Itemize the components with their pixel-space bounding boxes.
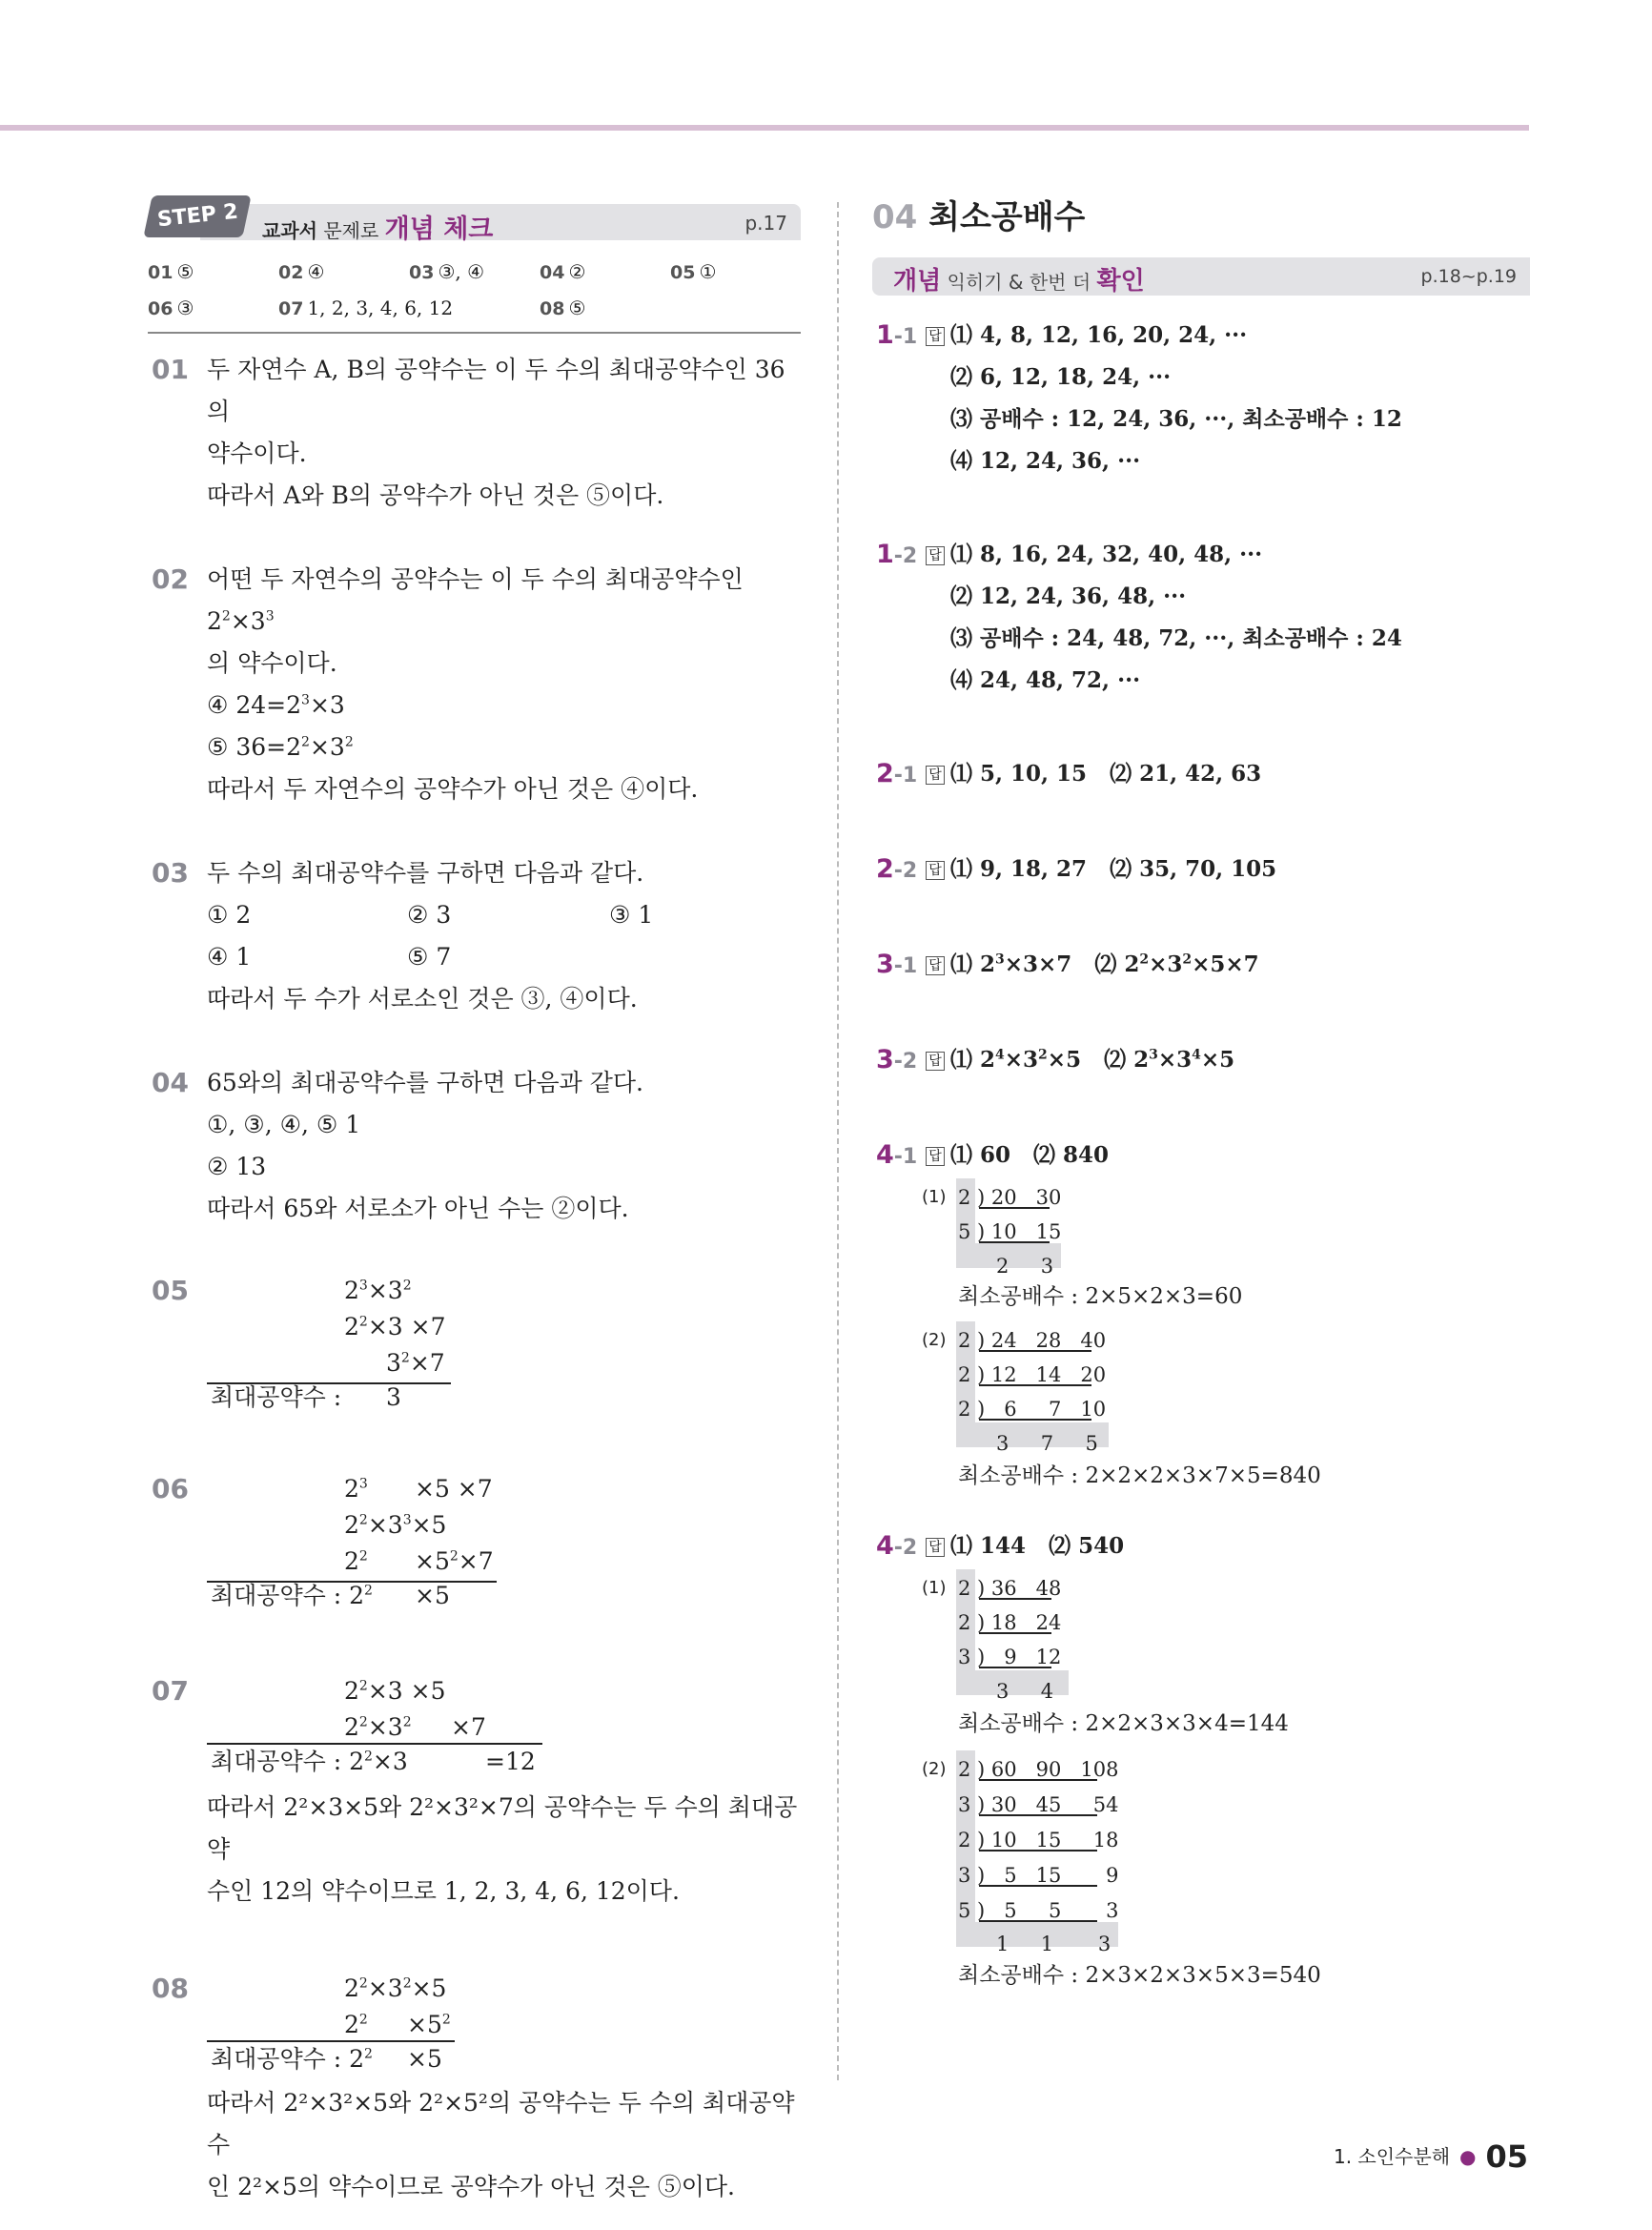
- gcd-table-07: $2^2\times 3 \times 5$ $2^2\times 3^2$ ×7 최대공약수 : $2^2\times 3$ =12: [207, 1670, 801, 1787]
- ladder-4-1-2: (2) 2 ) 24 28 40 2 ) 12 14 20 2 ) 6 7 10 3 7 5 최소공배수 : 2×2×2×3×7×5=840: [922, 1320, 1530, 1491]
- answer-03: 03 ③, ④: [409, 260, 485, 283]
- top-rule: [0, 125, 1529, 131]
- column-divider: [837, 202, 839, 2080]
- problem-02: 02 어떤 두 자연수의 공약수는 이 두 수의 최대공약수인 $2^2\times 3^3$ 의 약수이다. ④ $24=2^3\times 3$ ⑤ $36=2^2\times 3^2$ 따라서 두 자연수의 공약수가 아닌 것은 ④이다.: [152, 563, 744, 803]
- item-2-1: 2-1 답 ⑴ 5, 10, 15 ⑵ 21, 42, 63: [876, 759, 1262, 788]
- problem-08: 08 $2^2\times 3^2\times 5$ $2^2$ $\times 5^2$ 최대공약수 : $2^2$ ×5 따라서 2²×3²×5와 2²×5²의 공약수는 두 수의 최대공약수 인 2²×5의 약수이므로 공약수가 아닌 것은 ⑤이다.: [148, 1968, 801, 2208]
- problem-04: 04 65와의 최대공약수를 구하면 다음과 같다. ①, ③, ④, ⑤ 1 ② 13 따라서 65와 서로소가 아닌 수는 ②이다.: [152, 1067, 643, 1222]
- ladder-4-2-2: (2) 2 ) 60 90 108 3 ) 30 45 54 2 ) 10 15 18 3 ) 5 15 9 5 ) 5 5 3 1 1 3 최소공배수 : 2×3×2×3×5×3=540: [922, 1749, 1530, 1993]
- section-subheader: 개념 익히기 & 한번 더 확인 p.18~p.19: [872, 257, 1530, 296]
- answer-02: 02 ④: [278, 260, 325, 283]
- ladder-4-2-1: (1) 2 ) 36 48 2 ) 18 24 3 ) 9 12 3 4 최소공배수 : 2×2×3×3×4=144: [922, 1567, 1530, 1739]
- right-column: [872, 191, 1530, 1993]
- ladder-4-1-1: (1) 2 ) 20 30 5 ) 10 15 2 3 최소공배수 : 2×5×2×3=60: [922, 1176, 1530, 1310]
- problem-06: 06 $2^3$ ×5 ×7 $2^2\times 3^3\times 5$ $2^2$ $\times 5^2\times 7$ 최대공약수 : $2^2$ ×5: [148, 1468, 801, 1611]
- gcd-table-05: $2^3\times 3^2$ $2^2\times 3 \times 7$ $3^2\times 7$ 최대공약수 : 3: [207, 1270, 801, 1413]
- step2-header: [148, 191, 801, 244]
- item-4-2: 4-2 답 ⑴ 144 ⑵ 540 (1) 2 ) 36 48 2 ) 18 24 3 ) 9 12 3 4 최소공배수 : 2×2×3×3×4=144 (2) 2 ) 60 90 108 3 ) 30 45 54 2 ) 10 15 18 3 ) 5 15 9 5 ) 5 5 3 1 1 3 최소공배수 : 2×3×2×3×5×3=540: [872, 1525, 1530, 1993]
- answer-08: 08 ⑤: [540, 297, 586, 319]
- problem-01: 01 두 자연수 A, B의 공약수는 이 두 수의 최대공약수인 36의 약수이다. 따라서 A와 B의 공약수가 아닌 것은 ⑤이다.: [152, 354, 785, 509]
- step2-badge: STEP 2: [143, 195, 251, 237]
- item-4-1: 4-1 답 ⑴ 60 ⑵ 840 (1) 2 ) 20 30 5 ) 10 15 2 3 최소공배수 : 2×5×2×3=60 (2) 2 ) 24 28 40 2 ) 12 14 20 2 ) 6 7 10 3 7 5 최소공배수 : 2×2×2×3×7×5=840: [872, 1135, 1530, 1491]
- item-2-2: 2-2 답 ⑴ 9, 18, 27 ⑵ 35, 70, 105: [876, 854, 1277, 884]
- item-1-2: 1-2 답 ⑴ 8, 16, 24, 32, 40, 48, ··· ⑵ 12, 24, 36, 48, ··· ⑶ 공배수 : 24, 48, 72, ···, 최소공배수 : 24 ⑷ 24, 48, 72, ···: [876, 540, 1402, 693]
- answer-summary: [148, 254, 801, 334]
- answer-06: 06 ③: [148, 297, 194, 319]
- step2-page-ref: p.17: [744, 212, 787, 235]
- left-column: [148, 191, 801, 2208]
- problem-05: 05 $2^3\times 3^2$ $2^2\times 3 \times 7$ $3^2\times 7$ 최대공약수 : 3: [148, 1270, 801, 1413]
- item-1-1: 1-1 답 ⑴ 4, 8, 12, 16, 20, 24, ··· ⑵ 6, 12, 18, 24, ··· ⑶ 공배수 : 12, 24, 36, ···, 최소공배수 : 12 ⑷ 12, 24, 36, ···: [876, 320, 1402, 474]
- answer-07: 07 1, 2, 3, 4, 6, 12: [278, 297, 454, 319]
- gcd-table-08: $2^2\times 3^2\times 5$ $2^2$ $\times 5^2$ 최대공약수 : $2^2$ ×5: [207, 1968, 801, 2082]
- gcd-table-06: $2^3$ ×5 ×7 $2^2\times 3^3\times 5$ $2^2$ $\times 5^2\times 7$ 최대공약수 : $2^2$ ×5: [207, 1468, 801, 1611]
- item-3-2: 3-2 답 ⑴ $2^4\times 3^2\times 5$ ⑵ $2^3\times 3^4\times 5$: [876, 1045, 1235, 1074]
- item-3-1: 3-1 답 ⑴ $2^3\times 3\times 7$ ⑵ $2^2\times 3^2\times 5\times 7$: [876, 950, 1259, 979]
- answer-05: 05 ①: [670, 260, 717, 283]
- page-footer: 1. 소인수분해 ● 05: [1333, 2138, 1528, 2175]
- section-title: 04 최소공배수: [872, 198, 1086, 236]
- step2-title: 교과서 문제로 개념 체크: [262, 215, 494, 244]
- problem-07: 07 $2^2\times 3 \times 5$ $2^2\times 3^2$ ×7 최대공약수 : $2^2\times 3$ =12 따라서 2²×3×5와 2²×3²×7의 공약수는 두 수의 최대공약 수인 12의 약수이므로 1, 2, 3, 4, 6, 12이다.: [148, 1670, 801, 1913]
- answer-01: 01 ⑤: [148, 260, 194, 283]
- problem-03: 03 두 수의 최대공약수를 구하면 다음과 같다. ① 2 ② 3 ③ 1 ④ 1 ⑤ 7 따라서 두 수가 서로소인 것은 ③, ④이다.: [152, 857, 654, 1013]
- answer-04: 04 ②: [540, 260, 586, 283]
